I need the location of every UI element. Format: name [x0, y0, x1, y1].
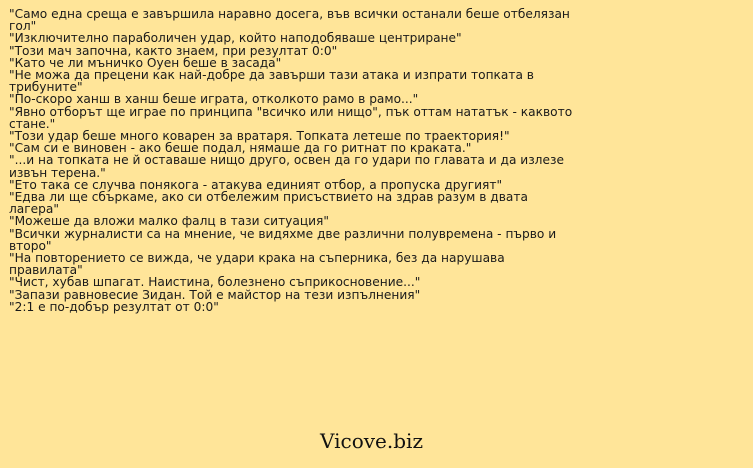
quote-item: "На повторението се вижда, че удари крака на съперника, без да нарушава правилата": [9, 251, 505, 278]
quote-item: "Всички журналисти са на мнение, че видяхме две различни полувремена - първо и второ": [9, 226, 557, 253]
quote-item: "Можеше да вложи малко фалц в тази ситуация": [9, 214, 329, 229]
quote-item: "Явно отборът ще играе по принципа "всичко или нищо", пък оттам нататък - каквото стане.": [9, 104, 573, 131]
site-name: Vicove.biz: [320, 429, 423, 453]
quote-item: "Този мач започна, както знаем, при резултат 0:0": [9, 43, 338, 58]
quote-item: "Изключително параболичен удар, който наподобяваше центриране": [9, 31, 462, 46]
quote-item: "Чист, хубав шпагат. Наистина, болезнено съприкосновение...": [9, 275, 421, 290]
quote-item: "Само една среща е завършила наравно досега, във всички останали беше отбелязан гол": [9, 7, 570, 34]
quote-item: "2:1 е по-добър резултат от 0:0": [9, 299, 219, 314]
quote-item: "Сам си е виновен - ако беше подал, нямаше да го ритнат по краката.": [9, 141, 472, 156]
quote-list: [9, 8, 574, 313]
quote-item: "Не можа да прецени как най-добре да завърши тази атака и изпрати топката в трибуните": [9, 68, 534, 95]
quote-item: "Ето така се случва понякога - атакува единият отбор, а пропуска другият": [9, 177, 503, 192]
quote-item: "Запази равновесие Зидан. Той е майстор на тези изпълнения": [9, 287, 421, 302]
quote-item: "Този удар беше много коварен за вратаря. Топката летеше по траектория!": [9, 129, 510, 144]
quote-item: "Като че ли мъничко Оуен беше в засада": [9, 55, 282, 70]
quote-item: "По-скоро ханш в ханш беше играта, отколкото рамо в рамо...": [9, 92, 419, 107]
quote-item: "...и на топката не й оставаше нищо друго, освен да го удари по главата и да излезе извън терена.": [9, 153, 564, 180]
quote-item: "Едва ли ще сбъркаме, ако си отбележим присъствието на здрав разум в двата лагера": [9, 190, 528, 217]
